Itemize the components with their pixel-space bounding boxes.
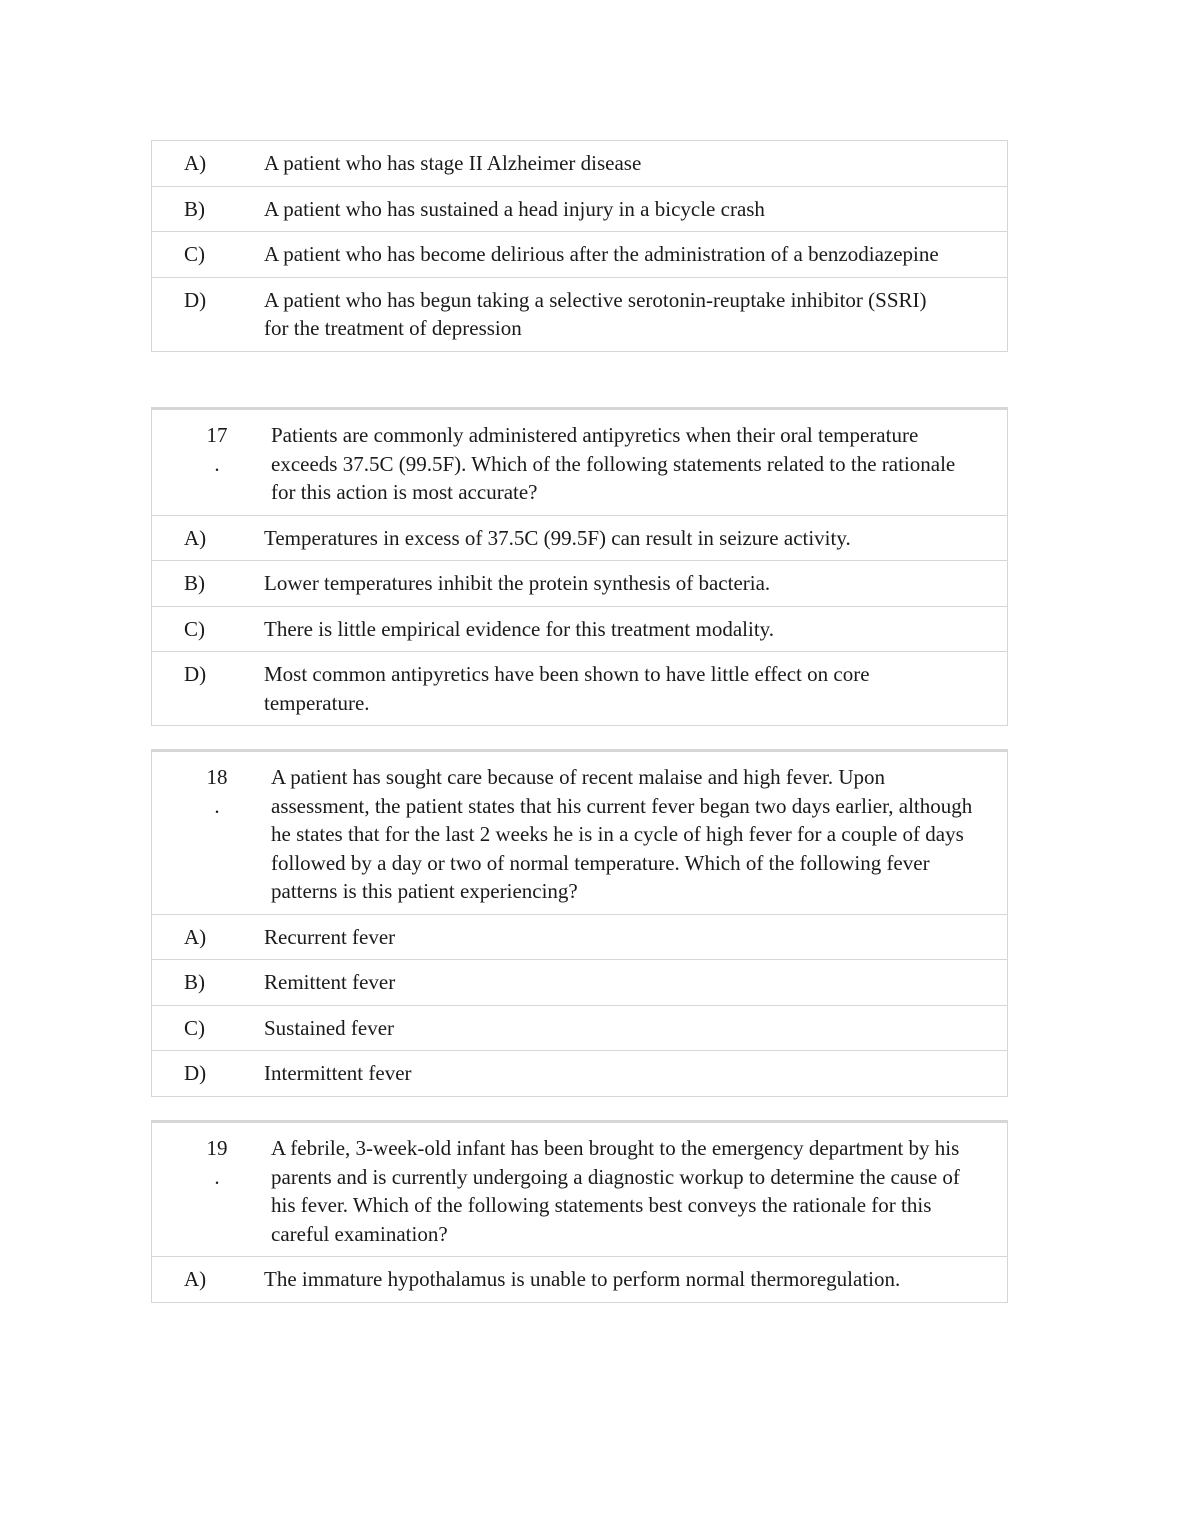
- question-stem: Patients are commonly administered antipyretics when their oral temperature exceeds 37.5C (99.5F). Which of the following statements related to the rationale for this action is most accurate?: [271, 423, 956, 504]
- option-text: A patient who has stage II Alzheimer disease: [264, 151, 642, 175]
- option-row: [152, 186, 1007, 232]
- option-row: [152, 914, 1007, 960]
- option-row: [152, 560, 1007, 606]
- question-stem-row: [152, 752, 1007, 914]
- option-letter: B): [184, 571, 205, 595]
- option-row: [152, 959, 1007, 1005]
- question-number-value: 17: [206, 423, 228, 447]
- question-19-block: [151, 1120, 1008, 1303]
- option-row: [152, 1256, 1007, 1302]
- question-number: [152, 763, 247, 906]
- option-letter: D): [184, 1061, 207, 1085]
- option-text: A patient who has begun taking a selective serotonin-reuptake inhibitor (SSRI) for the treatment of depression: [264, 287, 927, 340]
- question-17-block: [151, 407, 1008, 726]
- option-letter: D): [184, 662, 207, 686]
- question-stem-row: [152, 410, 1007, 515]
- option-row: [152, 515, 1007, 561]
- option-letter: B): [184, 970, 205, 994]
- question-stem: A febrile, 3-week-old infant has been brought to the emergency department by his parents and is currently undergoing a diagnostic workup to determine the cause of his fever. Which of the following statements best conveys the rationale for this careful examination?: [271, 1136, 960, 1246]
- option-letter: A): [184, 1267, 207, 1291]
- option-text: A patient who has become delirious after the administration of a benzodiazepine: [264, 242, 939, 266]
- option-row: [152, 606, 1007, 652]
- question-number-value: 18: [206, 765, 228, 789]
- option-text: Temperatures in excess of 37.5C (99.5F) can result in seizure activity.: [264, 525, 851, 550]
- question-number: [152, 421, 247, 507]
- question-number-dot: .: [214, 793, 220, 818]
- option-letter: A): [184, 924, 207, 949]
- option-text: Sustained fever: [264, 1015, 395, 1040]
- option-row: [152, 651, 1007, 725]
- question-number: [152, 1134, 247, 1248]
- question-stem: A patient has sought care because of recent malaise and high fever. Upon assessment, the patient states that his current fever began two days earlier, although he states that for the last 2 weeks he is in a cycle of high fever for a couple of days followed by a day or two of normal temperature. Which of the following fever patterns is this patient experiencing?: [271, 765, 973, 903]
- option-text: The immature hypothalamus is unable to perform normal thermoregulation.: [264, 1267, 901, 1291]
- option-row: [152, 1050, 1007, 1096]
- option-letter: C): [184, 242, 205, 266]
- question-stem-row: [152, 1123, 1007, 1256]
- option-row: [152, 277, 1007, 351]
- option-row: [152, 141, 1007, 186]
- option-text: A patient who has sustained a head injury in a bicycle crash: [264, 196, 765, 221]
- question-number-value: 19: [206, 1136, 228, 1160]
- option-letter: A): [184, 525, 207, 550]
- question-18-block: [151, 749, 1008, 1097]
- option-text: Lower temperatures inhibit the protein synthesis of bacteria.: [264, 571, 771, 595]
- option-letter: C): [184, 616, 205, 641]
- option-text: Intermittent fever: [264, 1061, 412, 1085]
- option-text: Recurrent fever: [264, 924, 396, 949]
- option-letter: D): [184, 287, 207, 312]
- option-text: Remittent fever: [264, 970, 396, 994]
- option-letter: A): [184, 151, 207, 175]
- option-text: There is little empirical evidence for this treatment modality.: [264, 616, 775, 641]
- question-16-block: [151, 140, 1008, 352]
- option-letter: B): [184, 196, 205, 221]
- option-row: [152, 1005, 1007, 1051]
- option-row: [152, 231, 1007, 277]
- question-number-dot: .: [214, 451, 220, 476]
- question-number-dot: .: [214, 1164, 220, 1189]
- option-letter: C): [184, 1015, 205, 1040]
- option-text: Most common antipyretics have been shown to have little effect on core temperature.: [264, 662, 870, 715]
